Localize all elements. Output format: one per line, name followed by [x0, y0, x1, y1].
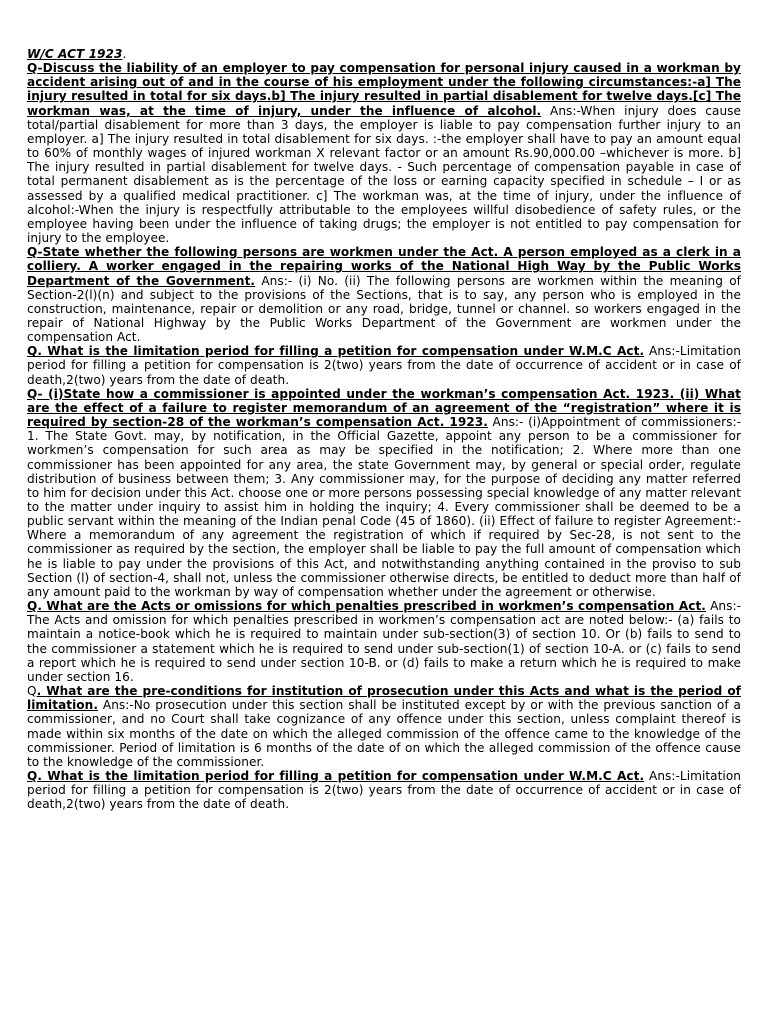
qa-section-7 [27, 769, 741, 811]
answer-text: Ans:- (i)Appointment of commissioners:- 1. The State Govt. may, by notification, in the Official Gazette, appoint any person to be a commissioner for workmen’s compensation for such area as may be specified in the notification; 2. Where more than one commissioner has been appointed for any area, the state Government may, by general or special order, regulate distribution of business between them; 3. Any commissioner may, for the purpose of deciding any matter referred to him for decision under this Act. choose one or more persons possessing special knowledge of any matter relevant to the matter under inquiry to assist him in holding the inquiry; 4. Every commissioner shall be deemed to be a public servant within the meaning of the Indian penal Code (45 of 1860). (ii) Effect of failure to register Agreement:- Where a memorandum of any agreement the registration of which if required by Sec-28, is not sent to the commissioner as required by the section, the employer shall be liable to pay the full amount of compensation which he is liable to pay under the provisions of this Act, and notwithstanding anything contained in the proviso to sub Section (l) of section-4, shall not, unless the commissioner otherwise directs, be entitled to deduct more than half of any amount paid to the workman by way of compensation whether under the agreement or otherwise. [27, 415, 742, 599]
document-page [27, 47, 741, 811]
answer-text: Ans:-Limitation period for filling a petition for compensation is 2(two) years from the date of occurrence of accident or in case of death,2(two) years from the date of death. [27, 344, 741, 387]
answer-text: Ans:-No prosecution under this section shall be instituted except by or with the previous sanction of a commissioner, and no Court shall take cognizance of any offence under this section, unless complaint thereof is made within six months of the date on which the alleged commission of the offence came to the knowledge of the commissioner. Period of limitation is 6 months of the date of on which the alleged commission of the offence cause to the knowledge of the commissioner. [27, 698, 741, 769]
answer-text: Ans:- The Acts and omission for which penalties prescribed in workmen’s compensation act are noted below:- (a) fails to maintain a notice-book which he is required to maintain under sub-section(3) of section 10. Or (b) fails to send to the commissioner a statement which he is required to send under sub-section(1) of section 10-A. or (c) fails to send a report which he is required to send under section 10-B. or (d) fails to make a return which he is required to make under section 16. [27, 599, 741, 684]
answer-text: Ans:- (i) No. (ii) The following persons are workmen within the meaning of Section-2(l)(n) and subject to the provisions of the Sections, that is to say, any person who is employed in the construction, maintenance, repair or demolition or any road, bridge, tunnel or channel. so workers engaged in the repair of National Highway by the Public Works Department of the Government are workmen under the compensation Act. [27, 273, 741, 345]
qa-section-3 [27, 344, 741, 386]
answer-text: Ans:-Limitation period for filling a petition for compensation is 2(two) years from the date of occurrence of accident or in case of death,2(two) years from the date of death. [27, 768, 741, 812]
qa-section-1 [27, 61, 741, 245]
question-text: Q. What are the Acts or omissions for which penalties prescribed in workmen’s compensation Act. [27, 599, 706, 614]
question-text: . What are the pre-conditions for institution of prosecution under this Acts and what is the period of limitation. [27, 684, 741, 713]
qa-section-5 [27, 599, 741, 684]
qa-section-4 [27, 387, 741, 599]
question-text: Q- (i)State how a commissioner is appointed under the workman’s compensation Act. 1923. (ii) What are the effect of a failure to register memorandum of an agreement of the “registration” where it is required by section-28 of the workman’s compensation Act. 1923. [27, 386, 741, 430]
question-prefix: Q [27, 684, 37, 699]
question-text: Q. What is the limitation period for filling a petition for compensation under W.M.C Act. [27, 344, 645, 359]
question-text: Q-Discuss the liability of an employer to pay compensation for personal injury caused in a workman by accident arising out of and in the course of his employment under the following circumstances:-a] The injury resulted in total for six days.b] The injury resulted in partial disablement for twelve days.[c] The workman was, at the time of injury, under the influence of alcohol. [27, 61, 741, 118]
document-title-suffix: . [122, 47, 127, 61]
question-text: Q-State whether the following persons are workmen under the Act. A person employed as a clerk in a colliery. A worker engaged in the repairing works of the National High Way by the Public Works Department of the Government. [27, 245, 741, 288]
qa-section-6 [27, 684, 741, 769]
document-heading [27, 47, 741, 61]
document-title: W/C ACT 1923 [27, 47, 123, 61]
answer-text: Ans:-When injury does cause total/partial disablement for more than 3 days, the employer is liable to pay compensation further injury to an employer. a] The injury resulted in total disablement for six days. :-the employer shall have to pay an amount equal to 60% of monthly wages of injured workman X relevant factor or an amount Rs.90,000.00 –whichever is more. b] The injury resulted in partial disablement for twelve days. - Such percentage of compensation payable in case of total permanent disablement as is the percentage of the loss or earning capacity specified in schedule – I or as assessed by a qualified medical practitioner. c] The workman was, at the time of injury, under the influence of alcohol:-When the injury is respectfully attributable to the employees willful disobedience of safety rules, or the employee having been under the influence of taking drugs; the employer is not entitled to pay compensation for injury to the employee. [27, 103, 742, 246]
qa-section-2 [27, 245, 741, 344]
question-text: Q. What is the limitation period for filling a petition for compensation under W.M.C Act. [27, 768, 645, 783]
